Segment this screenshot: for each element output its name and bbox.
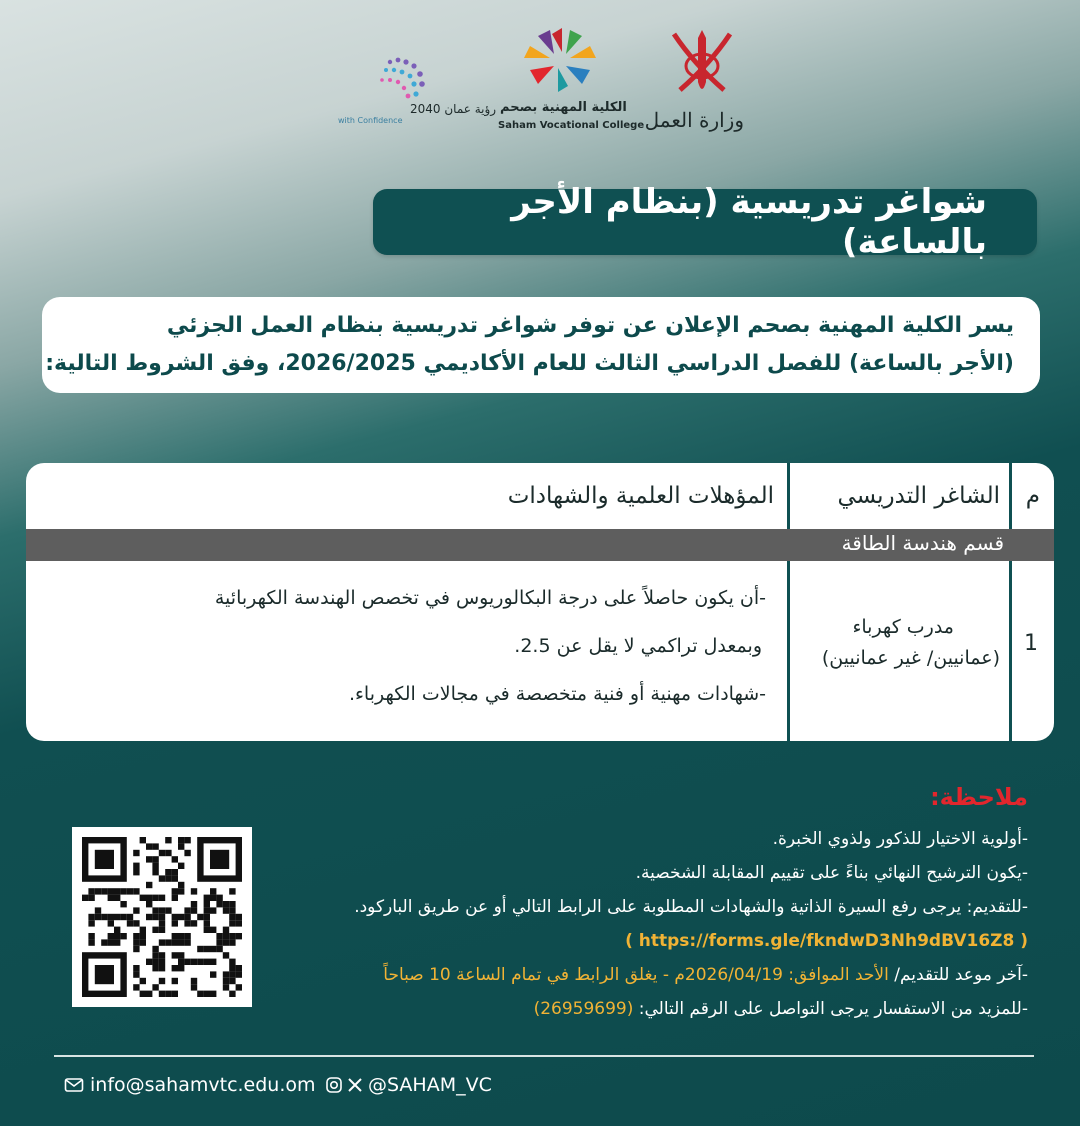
college-emblem-icon [490,24,630,98]
page-title: شواغر تدريسية (بنظام الأجر بالساعة) [511,182,987,262]
footer-divider [54,1055,1034,1057]
social-handle: @SAHAM_VC [368,1074,492,1096]
qualification-line-2: وبمعدل تراكمي لا يقل عن 2.5. [514,635,762,657]
qualification-line-1: -أن يكون حاصلاً على درجة البكالوريوس في تخصص الهندسة الكهربائية [214,587,766,609]
application-link[interactable]: ( https://forms.gle/fkndwD3Nh9dBV16Z8 ) [625,931,1028,951]
position-name: مدرب كهرباء [852,616,954,638]
intro-box [42,297,1040,393]
notes-list [354,822,1028,1026]
note-2: -يكون الترشيح النهائي بناءً على تقييم المقابلة الشخصية. [635,863,1028,883]
inquiry-prefix: -للمزيد من الاستفسار يرجى التواصل على الرقم التالي: [638,999,1028,1019]
logo-bar [330,20,750,140]
note-title: ملاحظة: [930,783,1028,811]
college-name-ar: الكلية المهنية بصحم [500,100,627,115]
qr-code-icon [72,827,252,1007]
column-divider [1009,463,1012,741]
vision-label: رؤية عمان 2040 [410,102,497,116]
qualification-line-3: -شهادات مهنية أو فنية متخصصة في مجالات الكهرباء. [348,683,766,705]
header-qualifications: المؤهلات العلمية والشهادات [507,483,774,509]
footer-social[interactable] [326,1074,492,1096]
note-3: -للتقديم: يرجى رفع السيرة الذاتية والشهادات المطلوبة على الرابط التالي أو عن طريق الباركود. [354,897,1028,917]
email-address: info@sahamvtc.edu.om [90,1074,316,1096]
column-divider [787,463,790,741]
qr-code[interactable] [72,827,252,1007]
vision-2040-logo [330,50,497,130]
vision-swirl-icon [370,50,440,110]
instagram-icon [326,1077,342,1093]
intro-line-1: يسر الكلية المهنية بصحم الإعلان عن توفر شواغر تدريسية بنظام العمل الجزئي [166,313,1014,338]
ministry-logo [644,24,750,136]
vision-slogan: with Confidence [338,116,403,125]
mail-icon [64,1075,84,1095]
khanjar-emblem-icon [654,24,750,104]
header-position: الشاغر التدريسي [837,483,1000,509]
section-title: قسم هندسة الطاقة [841,531,1004,555]
college-name-en: Saham Vocational College [498,120,645,131]
x-icon [348,1078,362,1092]
deadline-prefix: -آخر موعد للتقديم/ [894,965,1028,985]
college-logo [490,24,645,136]
section-bar [26,529,1054,561]
header-num: م [1025,483,1040,509]
note-inquiry [354,992,1028,1026]
row-number: 1 [1024,631,1038,656]
note-1: -أولوية الاختيار للذكور ولذوي الخبرة. [772,829,1028,849]
intro-line-2: (الأجر بالساعة) للفصل الدراسي الثالث للعام الأكاديمي 2026/2025، وفق الشروط التالية: [45,351,1014,376]
ministry-name: وزارة العمل [644,108,744,132]
footer-email[interactable] [64,1074,316,1096]
deadline-value: الأحد الموافق: 2026/04/19م - يغلق الرابط في تمام الساعة 10 صباحاً [383,965,889,985]
note-deadline [354,958,1028,992]
position-eligibility: (عمانيين/ غير عمانيين) [821,647,1000,669]
title-banner [373,182,1037,262]
vacancy-table [26,463,1054,741]
phone-number: (26959699) [533,999,634,1019]
